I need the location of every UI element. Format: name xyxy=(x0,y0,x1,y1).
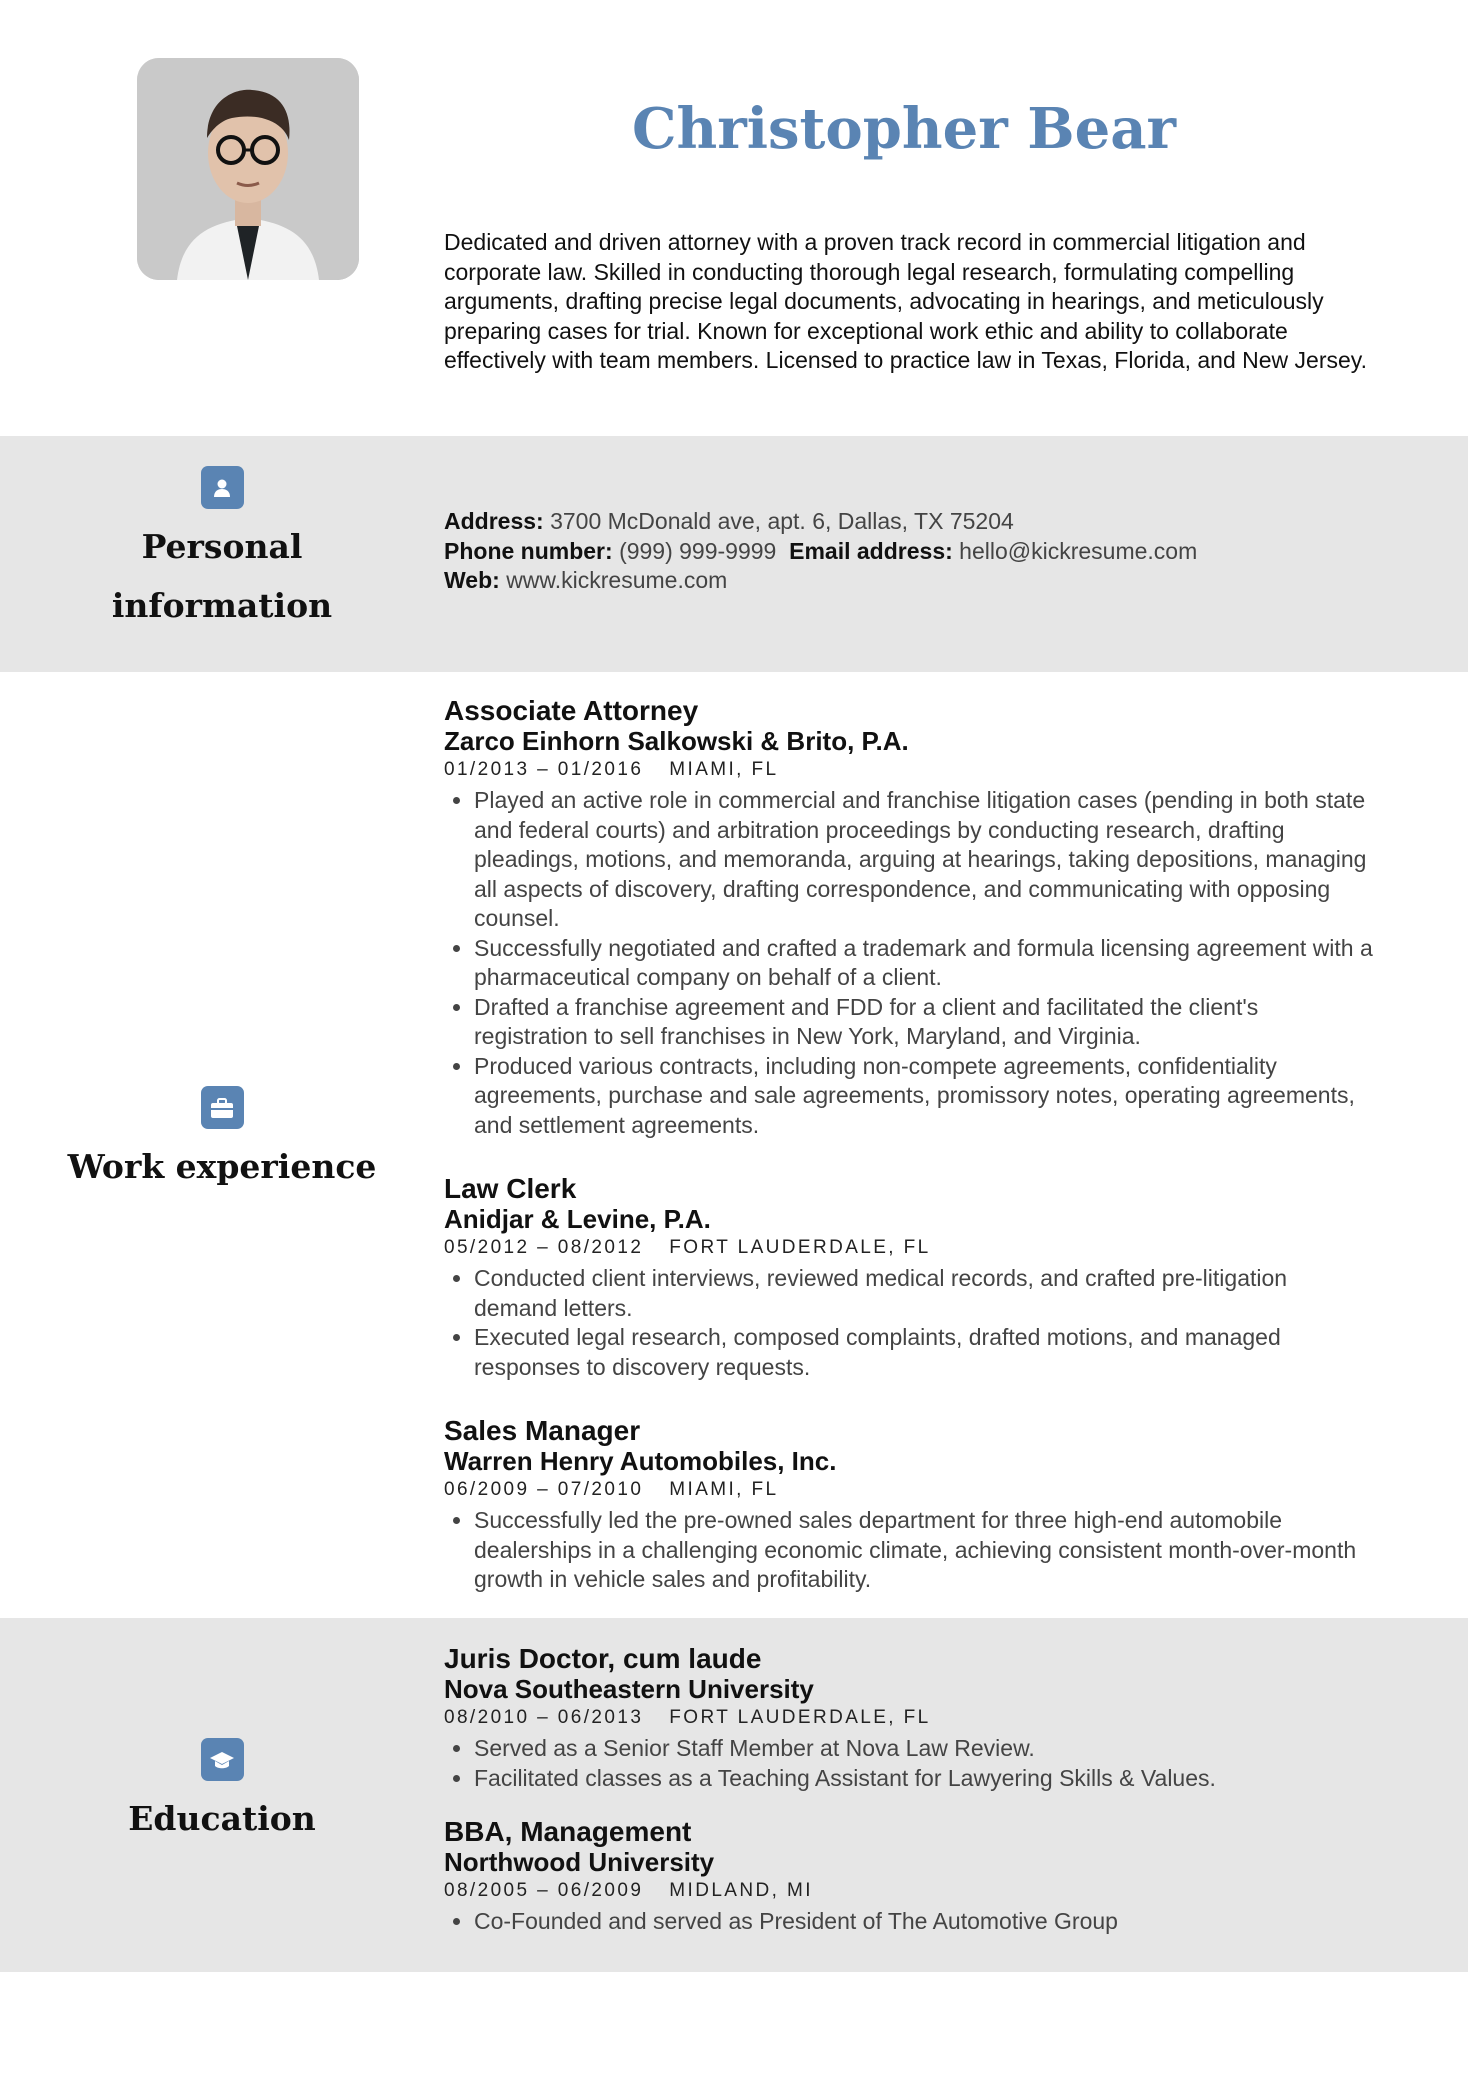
job-company: Anidjar & Levine, P.A. xyxy=(444,1204,711,1234)
education-location: MIDLAND, MI xyxy=(669,1880,813,1901)
education-bullets xyxy=(444,1734,1374,1793)
degree-title: Juris Doctor, cum laude xyxy=(444,1643,762,1674)
education-meta xyxy=(444,1877,1374,1905)
education-section xyxy=(0,1618,1468,1972)
graduation-cap-icon xyxy=(201,1738,244,1781)
section-title: Personal information xyxy=(111,527,333,625)
list-item: • Successfully led the pre-owned sales department for three high-end automobile dealerships in a challenging economic climate, achieving consistent month-over-month growth in vehicle sales and profitability. xyxy=(474,1506,1374,1595)
briefcase-icon xyxy=(201,1086,244,1129)
job-meta xyxy=(444,1234,1374,1262)
education-dates: 08/2005 – 06/2009 xyxy=(444,1880,644,1901)
section-title: Education xyxy=(128,1799,316,1838)
job-location: FORT LAUDERDALE, FL xyxy=(669,1237,931,1258)
address-row xyxy=(444,507,1374,537)
address-value: 3700 McDonald ave, apt. 6, Dallas, TX 75204 xyxy=(550,508,1014,534)
education-bullets xyxy=(444,1907,1374,1937)
job-dates: 06/2009 – 07/2010 xyxy=(444,1479,644,1500)
education-heading xyxy=(0,1738,444,1848)
job-dates: 05/2012 – 08/2012 xyxy=(444,1237,644,1258)
phone-value: (999) 999-9999 xyxy=(619,537,777,564)
contact-details xyxy=(444,507,1374,596)
job-company: Warren Henry Automobiles, Inc. xyxy=(444,1446,837,1476)
personal-information-heading xyxy=(0,466,444,635)
education-meta xyxy=(444,1704,1374,1732)
job-bullets xyxy=(444,1264,1374,1382)
education-entry xyxy=(444,1817,1374,1937)
email-label: Email address: xyxy=(789,537,953,564)
education-entries xyxy=(444,1644,1374,1937)
email-value[interactable]: hello@kickresume.com xyxy=(959,537,1198,564)
work-experience-section xyxy=(0,672,1468,1618)
work-entry xyxy=(444,696,1374,1140)
job-title: Sales Manager xyxy=(444,1415,641,1446)
phone-label: Phone number: xyxy=(444,537,613,564)
list-item: • Executed legal research, composed complaints, drafted motions, and managed responses to discovery requests. xyxy=(474,1323,1374,1382)
list-item: • Successfully negotiated and crafted a trademark and formula licensing agreement with a pharmaceutical company on behalf of a client. xyxy=(474,934,1374,993)
list-item: • Facilitated classes as a Teaching Assistant for Lawyering Skills & Values. xyxy=(474,1764,1374,1794)
job-bullets xyxy=(444,1506,1374,1595)
school-name: Nova Southeastern University xyxy=(444,1674,814,1704)
job-company: Zarco Einhorn Salkowski & Brito, P.A. xyxy=(444,726,909,756)
list-item: • Produced various contracts, including non-compete agreements, confidentiality agreements, purchase and sale agreements, promissory notes, operating agreements, and settlement agreements. xyxy=(474,1052,1374,1141)
phone-email-row xyxy=(444,537,1374,567)
work-experience-heading xyxy=(0,1086,444,1196)
job-title: Law Clerk xyxy=(444,1173,577,1204)
profile-summary: Dedicated and driven attorney with a proven track record in commercial litigation and corporate law. Skilled in conducting thorough legal research, formulating compelling arguments, drafting precise legal documents, advocating in hearings, and meticulously preparing cases for trial. Known for exceptional work ethic and ability to collaborate effectively with team members. Licensed to practice law in Texas, Florida, and New Jersey. xyxy=(444,229,1367,373)
work-entries xyxy=(444,696,1374,1629)
school-name: Northwood University xyxy=(444,1847,715,1877)
job-location: MIAMI, FL xyxy=(669,759,779,780)
section-title: Work experience xyxy=(67,1147,377,1186)
degree-title: BBA, Management xyxy=(444,1816,692,1847)
web-label: Web: xyxy=(444,567,500,593)
job-title: Associate Attorney xyxy=(444,695,699,726)
job-bullets xyxy=(444,786,1374,1140)
education-dates: 08/2010 – 06/2013 xyxy=(444,1707,644,1728)
web-value[interactable]: www.kickresume.com xyxy=(506,567,728,593)
list-item: • Co-Founded and served as President of The Automotive Group xyxy=(474,1907,1374,1937)
job-meta xyxy=(444,1476,1374,1504)
web-row xyxy=(444,566,1374,596)
personal-information-section xyxy=(0,436,1468,672)
education-location: FORT LAUDERDALE, FL xyxy=(669,1707,931,1728)
work-entry xyxy=(444,1416,1374,1595)
job-dates: 01/2013 – 01/2016 xyxy=(444,759,644,780)
address-label: Address: xyxy=(444,508,544,534)
list-item: • Drafted a franchise agreement and FDD for a client and facilitated the client's registration to sell franchises in New York, Maryland, and Virginia. xyxy=(474,993,1374,1052)
job-meta xyxy=(444,756,1374,784)
education-entry xyxy=(444,1644,1374,1793)
list-item: • Served as a Senior Staff Member at Nova Law Review. xyxy=(474,1734,1374,1764)
list-item: • Conducted client interviews, reviewed medical records, and crafted pre-litigation demand letters. xyxy=(474,1264,1374,1323)
person-icon xyxy=(201,466,244,509)
job-location: MIAMI, FL xyxy=(669,1479,779,1500)
candidate-name: Christopher Bear xyxy=(631,96,1177,162)
profile-photo xyxy=(137,58,359,280)
work-entry xyxy=(444,1174,1374,1382)
list-item: • Played an active role in commercial and franchise litigation cases (pending in both state and federal courts) and arbitration proceedings by conducting research, drafting pleadings, motions, and memoranda, arguing at hearings, taking depositions, managing all aspects of discovery, drafting correspondence, and communicating with opposing counsel. xyxy=(474,786,1374,934)
